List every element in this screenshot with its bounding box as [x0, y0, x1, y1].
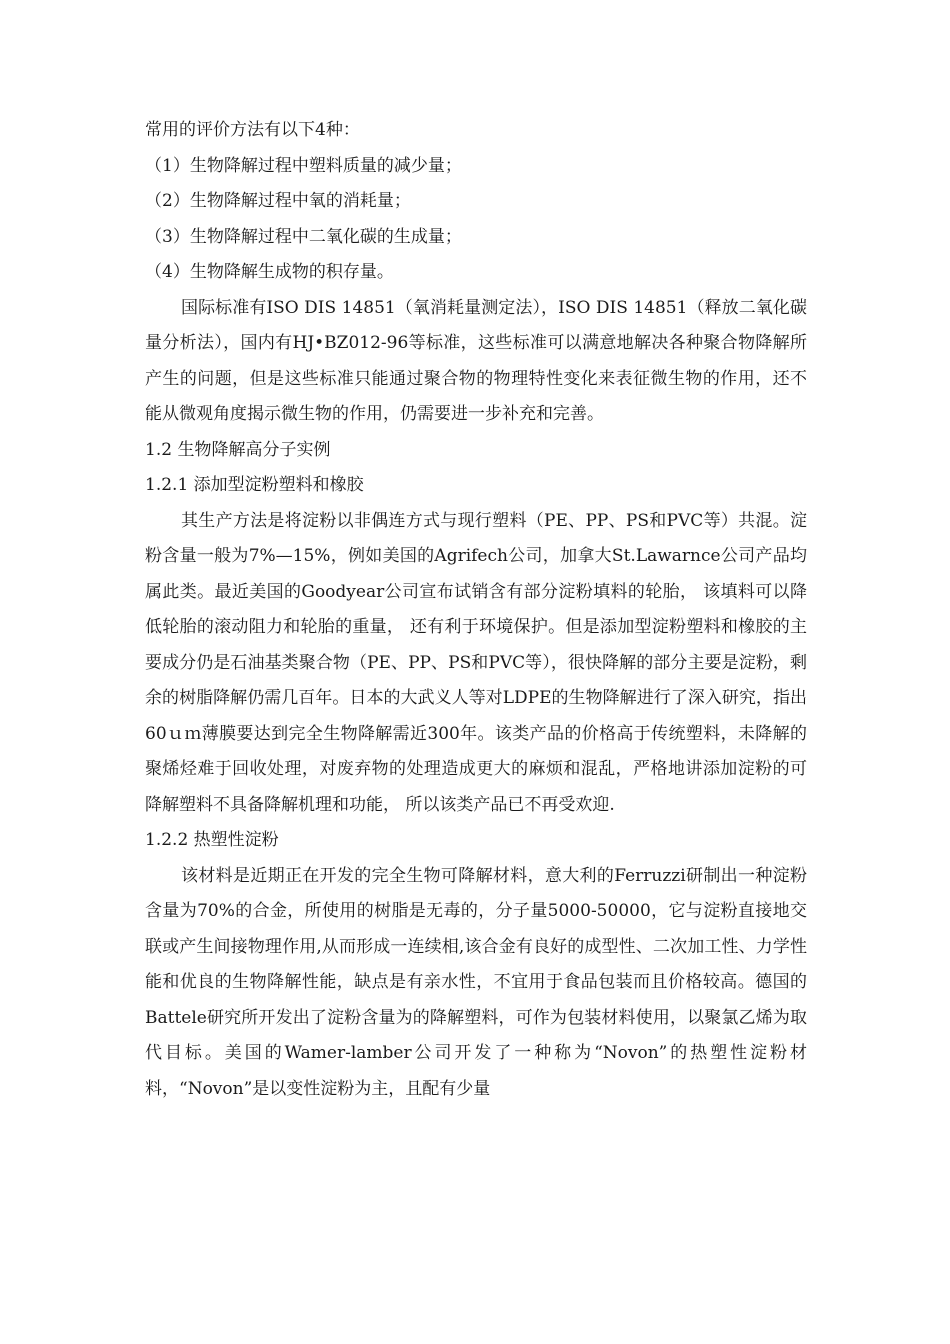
section-heading-1-2: 1.2 生物降解高分子实例: [145, 439, 331, 460]
method-item-3: （3）生物降解过程中二氧化碳的生成量；: [145, 226, 462, 247]
paragraph-standards: 国际标准有ISO DIS 14851（氧消耗量测定法），ISO DIS 14851（释放二氧化碳量分析法），国内有HJ•BZ012-96等标准，这些标准可以满意地解决各种聚合物降解所产生的问题，但是这些标准只能通过聚合物的物理特性变化来表征微生物的作用，还不能从微观角度揭示微生物的作用，仍需要进一步补充和完善。: [145, 297, 807, 424]
document-page: [145, 113, 807, 1107]
paragraph-additive-starch: 其生产方法是将淀粉以非偶连方式与现行塑料（PE、PP、PS和PVC等）共混。淀粉含量一般为7%—15%，例如美国的Agrifech公司，加拿大St.Lawarnce公司产品均属此类。最近美国的Goodyear公司宣布试销含有部分淀粉填料的轮胎， 该填料可以降低轮胎的滚动阻力和轮胎的重量， 还有利于环境保护。但是添加型淀粉塑料和橡胶的主要成分仍是石油基类聚合物（PE、PP、PS和PVC等），很快降解的部分主要是淀粉，剩余的树脂降解仍需几百年。日本的大武义人等对LDPE的生物降解进行了深入研究，指出60ｕｍ薄膜要达到完全生物降解需近300年。该类产品的价格高于传统塑料，未降解的聚烯烃难于回收处理，对废弃物的处理造成更大的麻烦和混乱，严格地讲添加淀粉的可降解塑料不具备降解机理和功能， 所以该类产品已不再受欢迎.: [145, 510, 807, 815]
method-item-2: （2）生物降解过程中氧的消耗量；: [145, 191, 411, 211]
paragraph-thermoplastic-starch: 该材料是近期正在开发的完全生物可降解材料，意大利的Ferruzzi研制出一种淀粉含量为70%的合金，所使用的树脂是无毒的，分子量5000-50000，它与淀粉直接地交联或产生间接物理作用,从而形成一连续相,该合金有良好的成型性、二次加工性、力学性能和优良的生物降解性能，缺点是有亲水性，不宜用于食品包装而且价格较高。德国的Battele研究所开发出了淀粉含量为的降解塑料，可作为包装材料使用，以聚氯乙烯为取代目标。美国的Wamer-lamber公司开发了一种称为“Novon”的热塑性淀粉材料，“Novon”是以变性淀粉为主，且配有少量: [145, 865, 807, 1099]
section-heading-1-2-2: 1.2.2 热塑性淀粉: [145, 830, 279, 850]
method-item-1: （1）生物降解过程中塑料质量的减少量；: [145, 155, 462, 176]
intro-text: 常用的评价方法有以下4种：: [145, 120, 360, 140]
method-item-4: （4）生物降解生成物的积存量。: [145, 262, 394, 282]
section-heading-1-2-1: 1.2.1 添加型淀粉塑料和橡胶: [145, 475, 364, 495]
